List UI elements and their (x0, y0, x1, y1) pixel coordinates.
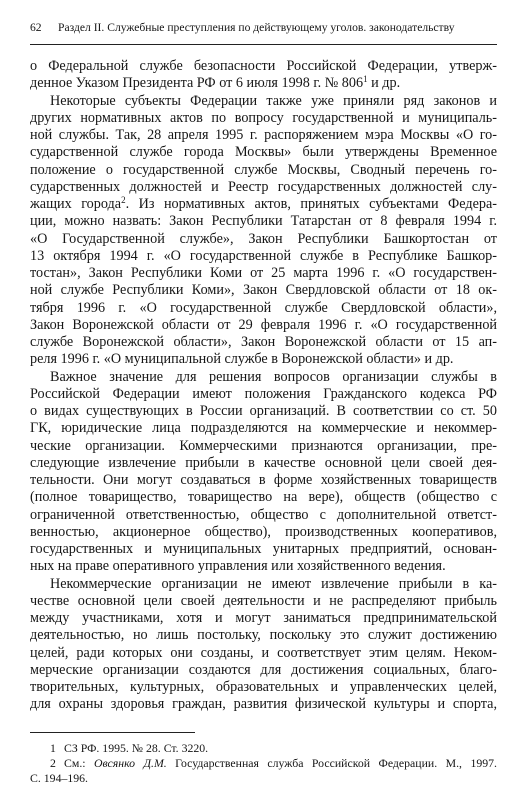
text-line: деятельностью, но лишь постольку, поскольку это служит достижению (30, 627, 497, 644)
page-number: 62 (30, 21, 42, 34)
body-text (30, 58, 497, 714)
text-line: Закон Воронежской области от 29 февраля 1996 г. «О государственной (30, 316, 497, 333)
text-line: Российской Федерации имеют положения Гражданского кодекса РФ (30, 385, 497, 402)
paragraph-start: Некоммерческие организации не имеют извлечение прибыли в ка- (50, 575, 497, 592)
text-line: сударственных должностей и Реестр государственных должностей слу- (30, 178, 497, 195)
footnote-2: 2 См.: Овсянко Д.М. Государственная служба Российской Федерации. М., 1997. (50, 756, 497, 770)
text-line: тября 1996 г. «О государственной службе Свердловской области», (30, 299, 497, 316)
header-rule (30, 44, 497, 45)
text-line: ции, можно назвать: Закон Республики Татарстан от 8 февраля 1994 г. (30, 213, 497, 230)
footnote-author: Овсянко Д.М. (94, 756, 167, 770)
text-line: «О Государственной службе», Закон Республики Башкортостан от (30, 230, 497, 247)
text-line: других нормативных актов по вопросу государственной и муниципаль- (30, 109, 497, 126)
text-line: реля 1996 г. «О муниципальной службе в Воронежской области» и др. (30, 351, 454, 368)
text-line: венностью, акционерное общество), производственных кооперативов, (30, 523, 497, 540)
text-line: целей, ради которых они созданы, и соответствует этим целям. Неком- (30, 644, 497, 661)
footnote-rule (30, 732, 195, 733)
footnote-ref: 2 (121, 196, 126, 205)
text-line: ческие организации. Коммерческими признаются организации, пре- (30, 437, 497, 454)
text-line: жащих города$^2$. Из нормативных актов, принятых субъектами Федера- (30, 196, 497, 212)
text-line: положение о государственной службе Москвы, Сводный перечень го- (30, 161, 497, 178)
paragraph-start: Важное значение для решения вопросов организации службы в (50, 368, 497, 385)
footnote-text: СЗ РФ. 1995. № 28. Ст. 3220. (64, 741, 209, 755)
footnotes (30, 741, 497, 786)
running-head (30, 21, 496, 35)
text-line: ной службы. Так, 28 апреля 1995 г. распоряжением мэра Москвы «О го- (30, 127, 497, 143)
text-line: денное Указом Президента РФ от 6 июля 1998 г. № $806^1$ и др. (30, 75, 401, 92)
text-line: 13 октября 1994 г. «О государственной службе в Республике Башкор- (30, 247, 497, 264)
running-head-title: Раздел II. Служебные преступления по действующему уголов. законодательству (58, 21, 455, 34)
text-line: государственных и муниципальных унитарных предприятий, основан- (30, 541, 497, 557)
footnote-1 (30, 741, 497, 756)
text-line: творительных, культурных, образовательных и управленческих целей, (30, 679, 497, 695)
text-line: (полное товарищество, товарищество на вере), обществ (общество с (30, 489, 497, 506)
footnote-text: Государственная служба Российской Федерации. М., 1997. (166, 756, 497, 770)
footnote-2-continuation: С. 194–196. (30, 771, 89, 785)
text-line: тельности. Они могут создаваться в форме хозяйственных товариществ (30, 472, 497, 488)
text-line: мерческие организации создаются для достижения социальных, благо- (30, 661, 497, 678)
text-line: между участниками, хотя и могут заниматься предпринимательской (30, 610, 497, 626)
text-line: ной службе Республики Коми», Закон Свердловской области от 18 ок- (30, 282, 497, 299)
footnote-number: 1 (50, 741, 56, 755)
footnote-number: 2 (50, 756, 56, 770)
text-line: ГК, юридические лица подразделяются на коммерческие и некоммер- (30, 420, 497, 437)
text-line: о Федеральной службе безопасности Российской Федерации, утверж- (30, 58, 497, 74)
paragraph-start: Некоторые субъекты Федерации также уже приняли ряд законов и (50, 92, 497, 109)
text-line: ных на праве оперативного управления или хозяйственного ведения. (30, 558, 446, 575)
text-line: для охраны здоровья граждан, развития физической культуры и спорта, (30, 696, 497, 713)
text-line: тостан», Закон Республики Коми от 25 марта 1996 г. «О государствен- (30, 265, 497, 281)
text-line: о видах существующих в России организаций. В соответствии со ст. 50 (30, 403, 497, 419)
text-line: честве основной цели своей деятельности и не распределяют прибыль (30, 592, 497, 609)
text-line: службе Воронежской области», Закон Воронежской области от 15 ап- (30, 334, 497, 350)
text-line: сударственной службе города Москвы» были утверждены Временное (30, 144, 497, 161)
text-line: ограниченной ответственностью, общество с дополнительной ответст- (30, 506, 497, 523)
footnote-ref: 1 (363, 75, 368, 85)
text-line: следующие извлечение прибыли в качестве основной цели своей дея- (30, 454, 497, 471)
